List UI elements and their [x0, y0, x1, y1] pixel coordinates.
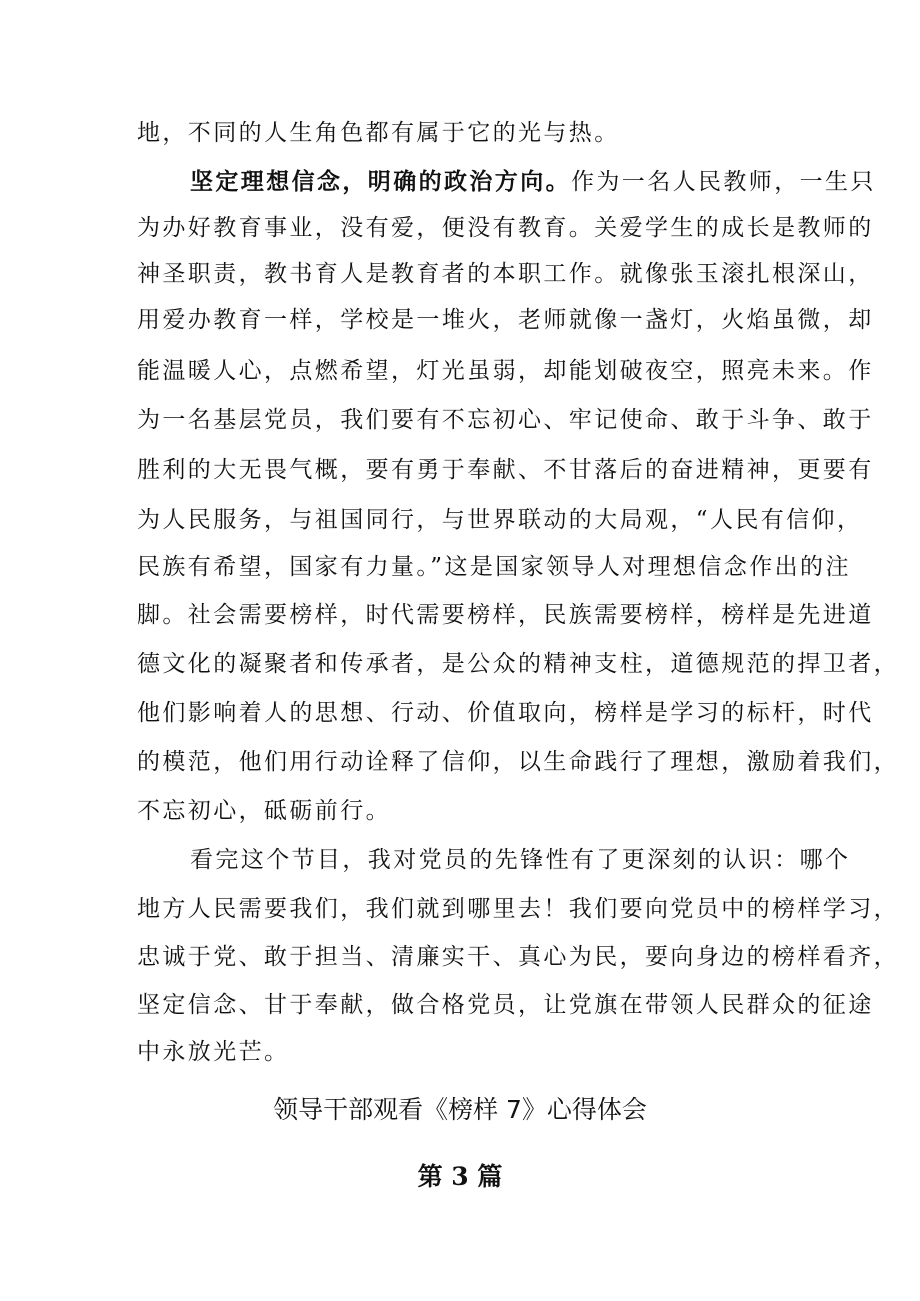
paragraph-line: 能温暖人心，点燃希望，灯光虽弱，却能划破夜空，照亮未来。作	[137, 358, 874, 384]
paragraph-line: 忠诚于党、敢于担当、清廉实干、真心为民，要向身边的榜样看齐，	[137, 944, 899, 970]
paragraph-heading: 坚定理想信念，明确的政治方向。	[190, 168, 571, 195]
paragraph-line: 民族有希望，国家有力量。”这是国家领导人对理想信念作出的注	[137, 554, 851, 580]
article-part-label: 第 3 篇	[417, 1162, 503, 1191]
paragraph-line: 地方人民需要我们，我们就到哪里去！我们要向党员中的榜样学习，	[137, 896, 899, 922]
paragraph-line: 神圣职责，教书育人是教育者的本职工作。就像张玉滚扎根深山，	[137, 261, 874, 287]
paragraph-line: 不忘初心，砥砺前行。	[137, 798, 391, 824]
paragraph-line: 为办好教育事业，没有爱，便没有教育。关爱学生的成长是教师的	[137, 215, 874, 241]
paragraph-line: 德文化的凝聚者和传承者，是公众的精神支柱，道德规范的捍卫者，	[137, 651, 899, 677]
article-title: 领导干部观看《榜样 7》心得体会	[273, 1095, 647, 1124]
paragraph-first-line	[190, 167, 876, 197]
paragraph-line: 地，不同的人生角色都有属于它的光与热。	[137, 120, 620, 146]
paragraph-line: 坚定信念、甘于奉献，做合格党员，让党旗在带领人民群众的征途	[137, 992, 874, 1018]
paragraph-line: 的模范，他们用行动诠释了信仰，以生命践行了理想，激励着我们，	[137, 749, 899, 775]
paragraph-line: 脚。社会需要榜样，时代需要榜样，民族需要榜样，榜样是先进道	[137, 602, 874, 628]
paragraph-line: 中永放光芒。	[137, 1039, 290, 1065]
paragraph-line: 他们影响着人的思想、行动、价值取向，榜样是学习的标杆，时代	[137, 700, 874, 726]
paragraph-line: 为一名基层党员，我们要有不忘初心、牢记使命、敢于斗争、敢于	[137, 407, 874, 433]
paragraph-text: 作为一名人民教师，一生只	[571, 169, 876, 195]
paragraph-line: 胜利的大无畏气概，要有勇于奉献、不甘落后的奋进精神，更要有	[137, 457, 874, 483]
paragraph-line: 用爱办教育一样，学校是一堆火，老师就像一盏灯，火焰虽微，却	[137, 307, 874, 333]
paragraph-first-line: 看完这个节目，我对党员的先锋性有了更深刻的认识：哪个	[190, 847, 851, 873]
paragraph-line: 为人民服务，与祖国同行，与世界联动的大局观，“人民有信仰，	[137, 507, 863, 533]
